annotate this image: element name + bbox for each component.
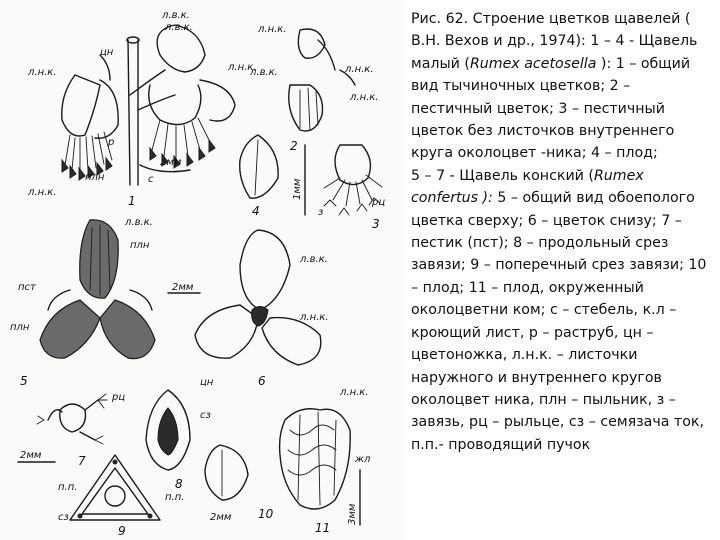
label-pp-2: п.п. xyxy=(165,492,185,503)
caption-species1-rest: ): 1 – общий вид тычиночных цветков; 2 – пестичный цветок; 3 – пестичный цветок без листочков внутреннего круга околоцвет -ника; 4 – плод; xyxy=(411,55,691,162)
scale-label: 2мм xyxy=(160,157,182,168)
label-lnk-6: л.н.к. xyxy=(350,92,379,103)
caption-species2-latin: Rumex confertus ): xyxy=(411,167,644,207)
label-lnk-7: л.н.к. xyxy=(300,312,329,323)
label-pln-2: плн xyxy=(130,240,150,251)
drawing-11-fruit-with-perianth xyxy=(280,387,371,535)
drawing-2-pistillate-flower xyxy=(249,24,379,153)
label-z: з xyxy=(318,207,324,218)
label-sz: сз xyxy=(200,410,211,421)
label-lnk-2: л.н.к. xyxy=(228,62,257,73)
label-pln: плн xyxy=(85,172,105,183)
figure-number-3: 3 xyxy=(372,217,380,231)
label-lnk-5: л.н.к. xyxy=(345,64,374,75)
drawing-3-flower-without-inner-whorl xyxy=(292,145,385,231)
caption-species2-rest: 5 – общий вид обоеполого цветка сверху; 6 – цветок снизу; 7 – пестик (пст); 8 – продольный срез завязи; 9 – поперечный срез завязи; 10 – плод; 11 – плод, окруженный околоцветни ком; с – стебель, к.л – кроющий лист, р – раструб, цн – цветоножка, л.н.к. – листочки наружного и внутреннего кругов околоцвет ника, плн – пыльник, з – завязь, рц – рыльце, сз – семязача ток, п.п.- проводящий пучок xyxy=(411,190,707,453)
label-zh: жл xyxy=(355,454,371,465)
figure-number-8: 8 xyxy=(175,477,183,491)
label-c: с xyxy=(148,174,154,185)
drawing-10-fruit xyxy=(205,445,274,523)
label-cn-2: цн xyxy=(200,377,214,388)
label-lvk-2: л.в.к. xyxy=(165,22,193,33)
figure-number-7: 7 xyxy=(78,454,86,468)
figure-number-9: 9 xyxy=(118,524,126,538)
label-lnk-3: л.н.к. xyxy=(28,187,57,198)
label-r: р xyxy=(108,137,115,148)
caption-text xyxy=(411,8,715,456)
label-lnk: л.н.к. xyxy=(28,67,57,78)
label-lvk-5: л.в.к. xyxy=(300,254,328,265)
scale-label-3mm: 3мм xyxy=(347,503,358,525)
figure-number-4: 4 xyxy=(252,204,260,218)
figure-number-5: 5 xyxy=(20,374,28,388)
figure-number-1: 1 xyxy=(128,194,136,208)
label-lvk-3: л.в.к. xyxy=(250,67,278,78)
drawing-1-staminate-flowers xyxy=(27,10,257,208)
drawing-7-pistil xyxy=(18,392,125,468)
scale-label-1mm: 1мм xyxy=(292,178,303,200)
drawing-4-fruit xyxy=(240,135,278,218)
figure-number-2: 2 xyxy=(290,139,298,153)
drawing-8-longitudinal-section xyxy=(146,390,211,491)
label-lvk: л.в.к. xyxy=(162,10,190,21)
label-pp: п.п. xyxy=(58,482,78,493)
drawing-5-flower-top-view xyxy=(10,217,200,388)
caption-species1-prefix: 1 – 4 - Щавель малый ( xyxy=(411,33,698,72)
drawing-6-flower-bottom-view xyxy=(195,230,329,388)
scale-label-2mm-b: 2мм xyxy=(172,282,194,293)
label-lnk-4: л.н.к. xyxy=(258,24,287,35)
figure-number-11: 11 xyxy=(315,521,331,535)
caption-species1-latin: Rumex acetosella xyxy=(469,55,597,72)
figure-number-10: 10 xyxy=(258,507,274,521)
label-lnk-8: л.н.к. xyxy=(340,387,369,398)
label-pst: пст xyxy=(18,282,36,293)
drawing-9-cross-section xyxy=(58,455,184,538)
label-cn: цн xyxy=(100,47,114,58)
label-lvk-4: л.в.к. xyxy=(125,217,153,228)
label-rc-2: рц xyxy=(112,392,126,403)
scale-label-2mm-d: 2мм xyxy=(210,512,232,523)
label-sz-2: сз xyxy=(58,512,69,523)
scale-label-2mm-c: 2мм xyxy=(20,450,42,461)
caption-source: ( В.Н. Вехов и др., 1974): xyxy=(411,11,691,50)
figure-number-6: 6 xyxy=(258,374,266,388)
label-rc: рц xyxy=(372,197,386,208)
label-pln-3: плн xyxy=(10,322,30,333)
caption-title: Рис. 62. Строение цветков щавелей xyxy=(411,11,681,27)
caption-species2-prefix: 5 – 7 - Щавель конский ( xyxy=(411,167,594,184)
figure-caption xyxy=(411,8,715,456)
